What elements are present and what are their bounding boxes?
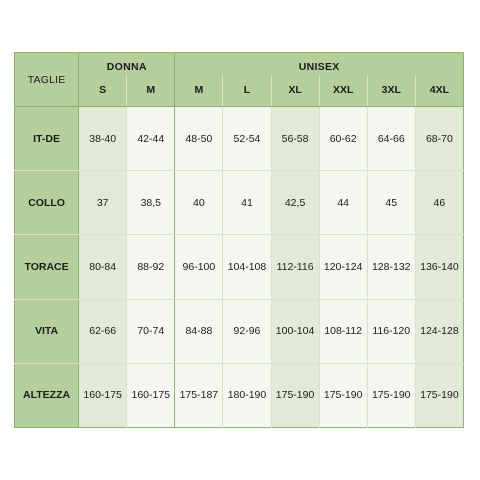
table-cell: 44 (319, 171, 367, 235)
table-cell: 46 (415, 171, 463, 235)
column-header-l: L (223, 75, 271, 107)
column-header-m-donna: M (127, 75, 175, 107)
corner-label: TAGLIE (15, 53, 79, 107)
table-cell: 56-58 (271, 107, 319, 171)
table-cell: 96-100 (175, 235, 223, 299)
table-cell: 128-132 (367, 235, 415, 299)
table-row (15, 235, 464, 299)
column-header-xl: XL (271, 75, 319, 107)
table-cell: 70-74 (127, 299, 175, 363)
table-row (15, 363, 464, 427)
table-cell: 80-84 (79, 235, 127, 299)
table-cell: 120-124 (319, 235, 367, 299)
table-cell: 62-66 (79, 299, 127, 363)
table-cell: 175-190 (319, 363, 367, 427)
table-cell: 175-190 (415, 363, 463, 427)
row-label-it-de: IT-DE (15, 107, 79, 171)
table-cell: 60-62 (319, 107, 367, 171)
table-cell: 180-190 (223, 363, 271, 427)
table-cell: 112-116 (271, 235, 319, 299)
table-cell: 45 (367, 171, 415, 235)
column-header-3xl: 3XL (367, 75, 415, 107)
table-cell: 175-187 (175, 363, 223, 427)
table-cell: 38,5 (127, 171, 175, 235)
table-cell: 40 (175, 171, 223, 235)
column-header-m-unisex: M (175, 75, 223, 107)
table-cell: 175-190 (367, 363, 415, 427)
table-cell: 108-112 (319, 299, 367, 363)
table-cell: 48-50 (175, 107, 223, 171)
table-cell: 64-66 (367, 107, 415, 171)
table-cell: 160-175 (79, 363, 127, 427)
table-cell: 104-108 (223, 235, 271, 299)
table-cell: 136-140 (415, 235, 463, 299)
table-row (15, 299, 464, 363)
table-row (15, 171, 464, 235)
table-cell: 37 (79, 171, 127, 235)
table-cell: 42,5 (271, 171, 319, 235)
table-cell: 52-54 (223, 107, 271, 171)
table-cell: 175-190 (271, 363, 319, 427)
column-header-4xl: 4XL (415, 75, 463, 107)
table-cell: 92-96 (223, 299, 271, 363)
table-cell: 124-128 (415, 299, 463, 363)
row-label-altezza: ALTEZZA (15, 363, 79, 427)
table-cell: 116-120 (367, 299, 415, 363)
row-label-collo: COLLO (15, 171, 79, 235)
column-header-xxl: XXL (319, 75, 367, 107)
table-cell: 38-40 (79, 107, 127, 171)
column-header-s: S (79, 75, 127, 107)
table-cell: 42-44 (127, 107, 175, 171)
table-cell: 88-92 (127, 235, 175, 299)
size-chart-table (14, 52, 464, 428)
table-row (15, 107, 464, 171)
table-cell: 41 (223, 171, 271, 235)
row-label-vita: VITA (15, 299, 79, 363)
group-header-donna: DONNA (79, 53, 175, 75)
table-cell: 68-70 (415, 107, 463, 171)
table-cell: 100-104 (271, 299, 319, 363)
row-label-torace: TORACE (15, 235, 79, 299)
table-cell: 84-88 (175, 299, 223, 363)
table-cell: 160-175 (127, 363, 175, 427)
group-header-unisex: UNISEX (175, 53, 464, 75)
